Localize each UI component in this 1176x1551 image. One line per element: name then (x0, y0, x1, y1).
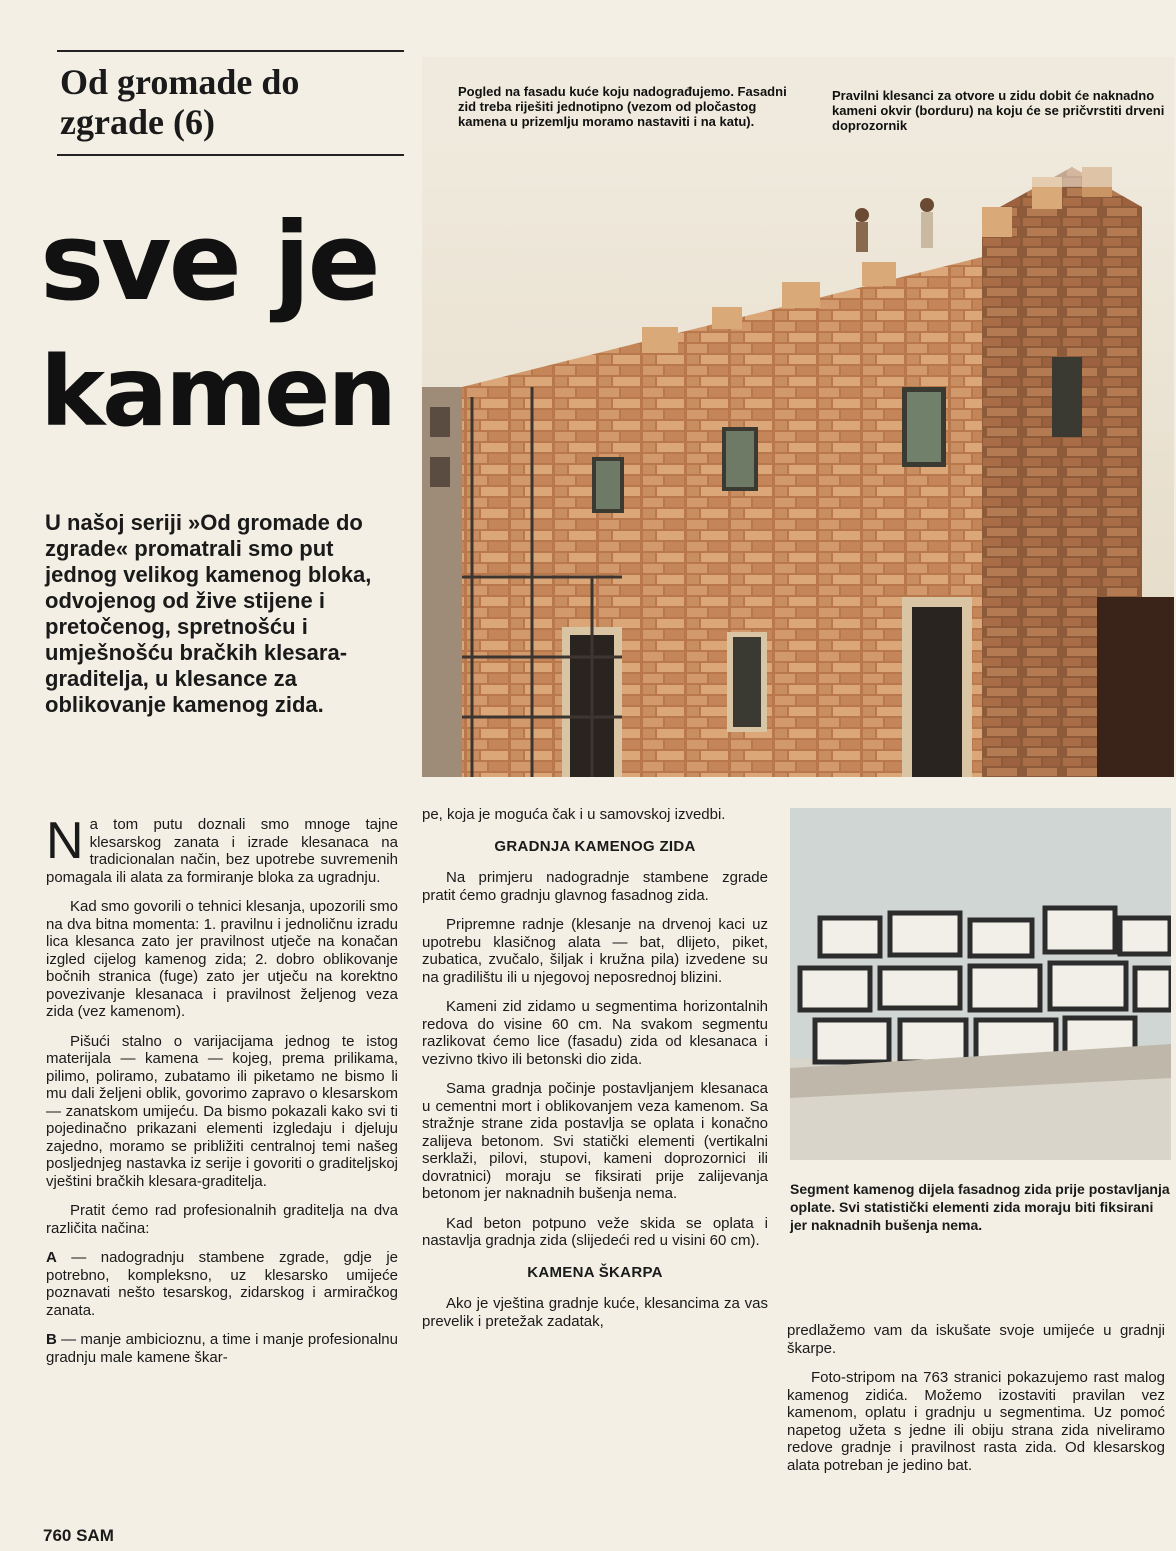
col2-paragraph-1: Na primjeru nadogradnje stambene zgrade pratit ćemo gradnju glavnog fasadnog zida. (422, 869, 768, 904)
photo1-caption-left: Pogled na fasadu kuće koju nadograđujemo. Fasadni zid treba riješiti jednotipno (vezom od pločastog kamena u prizemlju moramo nastaviti i na katu). (458, 84, 787, 129)
title-line-1: sve je (40, 200, 378, 325)
body-column-2 (422, 806, 768, 1342)
col2-paragraph-6: Ako je vještina gradnje kuće, klesancima za vas prevelik i pretežak zadatak, (422, 1295, 768, 1330)
body-column-1 (46, 812, 398, 1378)
col1-paragraph-1: Na tom putu doznali smo mnoge tajne klesarskog zanata i izrade klesanaca na tradicionalan način, bez upotrebe suvremenih pomagala ili alata za formiranje bloka za ugradnju. (46, 812, 398, 886)
col2-paragraph-3: Kameni zid zidamo u segmentima horizontalnih redova do visine 60 cm. Na svakom segmentu razlikovat ćemo lice (fasadu) zida od klesanaca i vezivno tkivo ili betonski dio zida. (422, 998, 768, 1068)
house-photo-illustration (422, 57, 1174, 777)
photo1-caption-right: Pravilni klesanci za otvore u zidu dobit će naknadno kameni okvir (borduru) na koju će se pričvrstiti drveni doprozornik (832, 88, 1165, 133)
col1-paragraph-4: Pratit ćemo rad profesionalnih graditelja na dva različita načina: (46, 1202, 398, 1237)
col1-item-b: B — manje ambicioznu, a time i manje profesionalnu gradnju male kamene škar- (46, 1331, 398, 1366)
title-line-2: kamen (40, 336, 395, 448)
col2-paragraph-5: Kad beton potpuno veže skida se oplata i nastavlja gradnja zida (slijedeći red u visini 60 cm). (422, 1214, 768, 1249)
heading-gradnja-kamenog-zida: GRADNJA KAMENOG ZIDA (494, 837, 696, 855)
drop-cap: N (46, 812, 84, 870)
lead-paragraph: U našoj seriji »Od gromade do zgrade« promatrali smo put jednog velikog kamenog bloka, odvojenog od žive stijene i pretočenog, spretnošću i umješnošću bračkih klesara-graditelja, u klesance za oblikovanje kamenog zida. (45, 510, 372, 717)
header-rule-bottom (57, 154, 404, 156)
col1-paragraph-3: Pišući stalno o varijacijama jednog te istog materijala — kamena — kojeg, prema prilikama, pilimo, poliramo, zubatamo ili piketamo ne bismo li mu dali željeni oblik, govorimo zapravo o klesarskom — zanatskom umijeću. Da bismo pokazali kako svi ti pojedinačno prikazani elementi izgledaju i djeluju zajedno, moramo se približiti centralnoj temi našeg posljednjeg nastavka iz serije i govoriti o graditeljskoj vještini bračkih klesara-graditelja. (46, 1032, 398, 1190)
series-title: Od gromade do zgrade (6) (60, 62, 300, 142)
wall-segment-photo (790, 808, 1171, 1160)
col2-paragraph-4: Sama gradnja počinje postavljanjem klesanaca u cementni mort i oblikovanjem veza kamenom. Sa stražnje strane zida postavlja se oplata i konačno zalijeva betonom. Svi statički elementi (vertikalni serklaži, pilovi, stupovi, kameni doprozornici ili dovratnici) moraju se fiksirati prije zalijevanja betonom jer naknadnih bušenja nema. (422, 1080, 768, 1202)
article-title (40, 198, 410, 456)
header-rule-top (57, 50, 404, 52)
col2-paragraph-0: pe, koja je moguća čak i u samovskoj izvedbi. (422, 806, 726, 823)
house-photo (422, 57, 1174, 777)
col1-item-a: A — nadogradnju stambene zgrade, gdje je potrebno, kompleksno, uz klesarsko umijeće poznavati nešto tesarskog, zidarskog i armiračkog zanata. (46, 1249, 398, 1319)
page-folio: 760 SAM (43, 1526, 114, 1545)
wall-segment-illustration (790, 808, 1171, 1160)
col1-paragraph-2: Kad smo govorili o tehnici klesanja, upozorili smo na dva bitna momenta: 1. pravilnu i jednoličnu izradu lica klesanca zato jer pravilnost utječe na konačan izgled cijelog kamenog zida; 2. dobro oblikovanje bočnih stranica (fuge) zato jer utječu na korektno povezivanje klesanaca i pravilnost željenog veza zida (vez kamenom). (46, 898, 398, 1020)
col2-paragraph-2: Pripremne radnje (klesanje na drvenoj kaci uz upotrebu klasičnog alata — bat, dlijeto, piket, zubatica, zvučalo, šiljak i kružna pila) izvedene su na gradilištu ili u njegovoj neposrednoj blizini. (422, 916, 768, 986)
photo2-caption: Segment kamenog dijela fasadnog zida prije postavljanja oplate. Svi statistički elementi zida moraju biti fiksirani jer naknadnih bušenja nema. (790, 1181, 1170, 1233)
body-column-3 (787, 1322, 1165, 1486)
heading-kamena-skarpa: KAMENA ŠKARPA (527, 1263, 663, 1281)
col3-paragraph-2: Foto-stripom na 763 stranici pokazujemo rast malog kamenog zidića. Možemo izostaviti pravilan vez kamenom, oplatu i gradnju u segmentima. Uz pomoć napetog užeta s jedne ili obiju strana zida niveliramo redove gradnje i pravilnost rasta zida. Od klesarskog alata potreban je jedino bat. (787, 1369, 1165, 1474)
col3-paragraph-1: predlažemo vam da iskušate svoje umijeće u gradnji škarpe. (787, 1322, 1165, 1357)
